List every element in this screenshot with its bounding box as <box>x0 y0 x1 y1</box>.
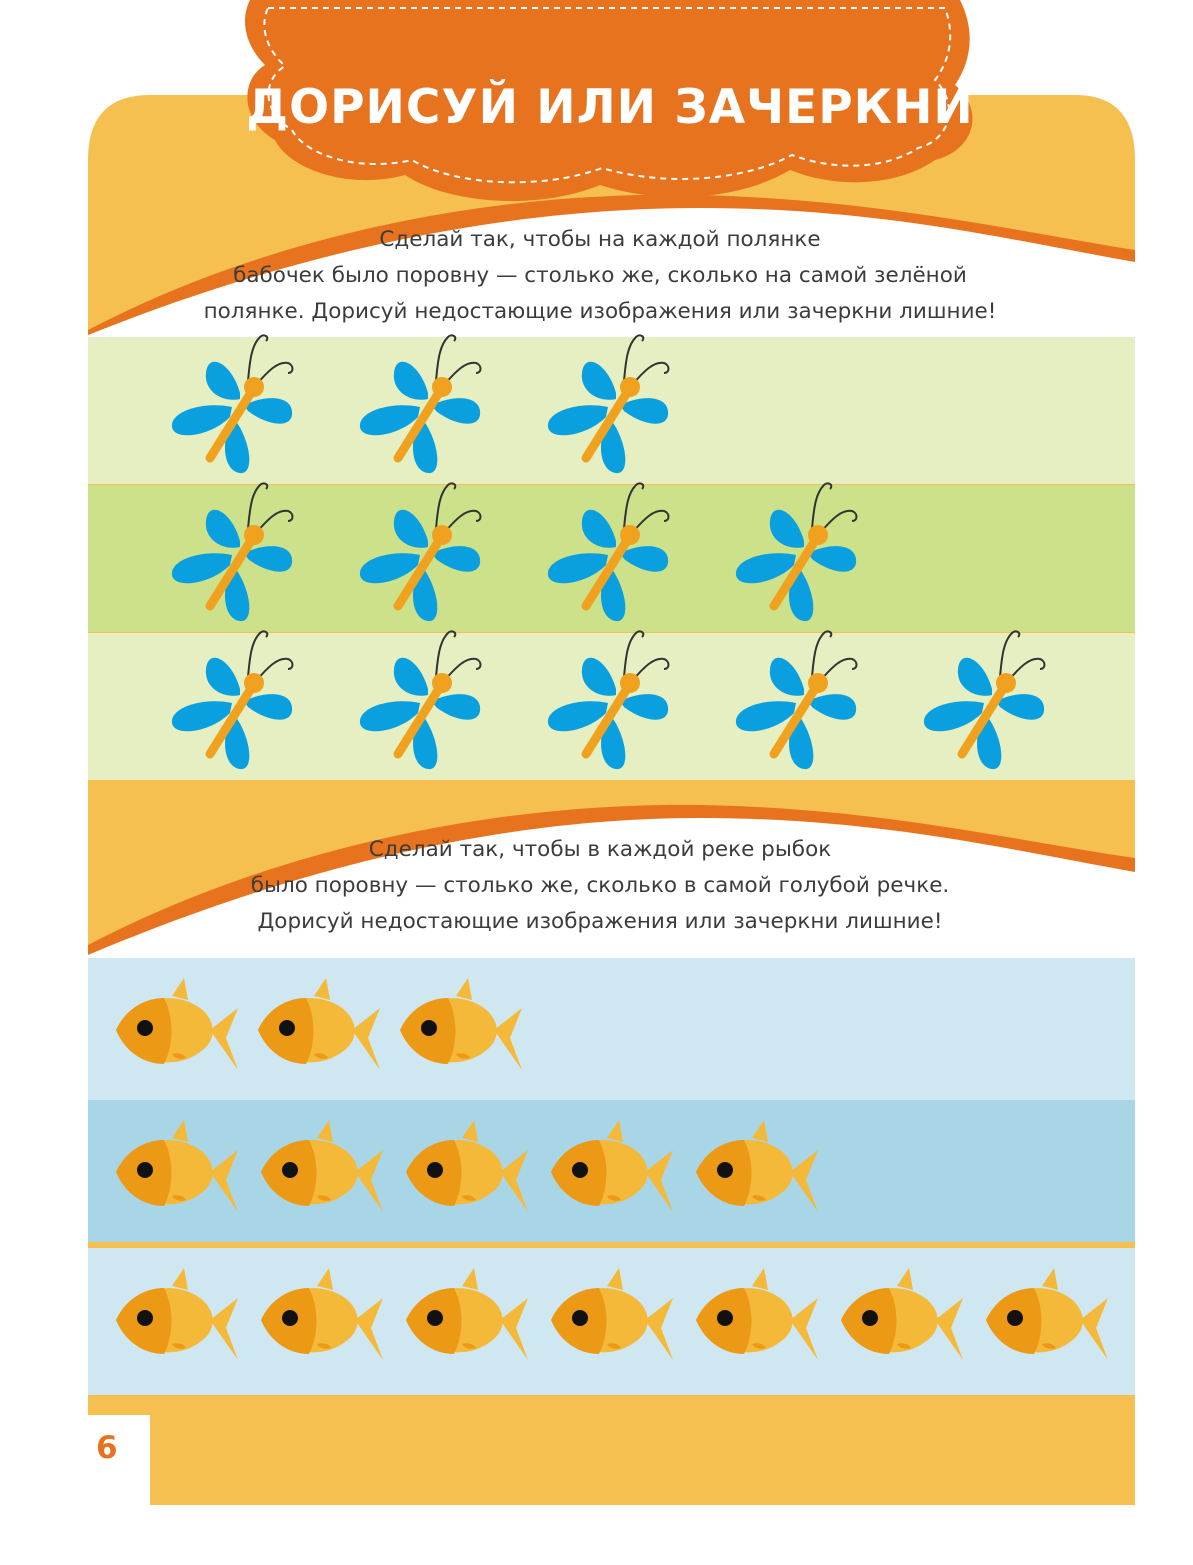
instruction-line: полянке. Дорисуй недостающие изображения или зачеркни лишние! <box>203 299 997 324</box>
butterfly-icon <box>170 481 300 630</box>
fish-icon <box>254 978 384 1082</box>
fish-icon <box>692 1268 822 1372</box>
instruction-line: было поровну — столько же, сколько в самой голубой речке. <box>250 873 950 898</box>
page-title: ДОРИСУЙ ИЛИ ЗАЧЕРКНИ <box>246 79 974 135</box>
fish-icon <box>402 1268 532 1372</box>
butterfly-icon <box>734 629 864 778</box>
instruction-line: Дорисуй недостающие изображения или зачеркни лишние! <box>257 909 943 934</box>
fish-icon <box>257 1120 387 1224</box>
meadow-3 <box>88 633 1135 780</box>
fish-icon <box>547 1268 677 1372</box>
instruction-line: Сделай так, чтобы на каждой полянке <box>379 227 821 252</box>
river-1 <box>88 958 1135 1100</box>
fish-instructions <box>100 832 1100 940</box>
fish-icon <box>982 1268 1112 1372</box>
fish-icon <box>112 1120 242 1224</box>
butterfly-icon <box>170 629 300 778</box>
butterfly-icon <box>170 333 300 482</box>
fish-icon <box>257 1268 387 1372</box>
page-number: 6 <box>96 1430 118 1466</box>
fish-icon <box>402 1120 532 1224</box>
butterfly-icon <box>734 481 864 630</box>
butterfly-icon <box>358 481 488 630</box>
fish-icon <box>396 978 526 1082</box>
river-2 <box>88 1100 1135 1242</box>
butterfly-icon <box>546 333 676 482</box>
butterfly-icon <box>922 629 1052 778</box>
meadow-2 <box>88 485 1135 632</box>
instruction-line: бабочек было поровну — столько же, сколько на самой зелёной <box>233 263 967 288</box>
butterfly-instructions <box>100 222 1100 330</box>
fish-icon <box>692 1120 822 1224</box>
fish-icon <box>547 1120 677 1224</box>
butterfly-icon <box>358 333 488 482</box>
butterfly-icon <box>546 629 676 778</box>
meadow-1 <box>88 337 1135 484</box>
fish-icon <box>112 1268 242 1372</box>
butterfly-icon <box>358 629 488 778</box>
fish-icon <box>112 978 242 1082</box>
fish-icon <box>837 1268 967 1372</box>
river-3 <box>88 1248 1135 1395</box>
butterfly-icon <box>546 481 676 630</box>
instruction-line: Сделай так, чтобы в каждой реке рыбок <box>368 837 832 862</box>
